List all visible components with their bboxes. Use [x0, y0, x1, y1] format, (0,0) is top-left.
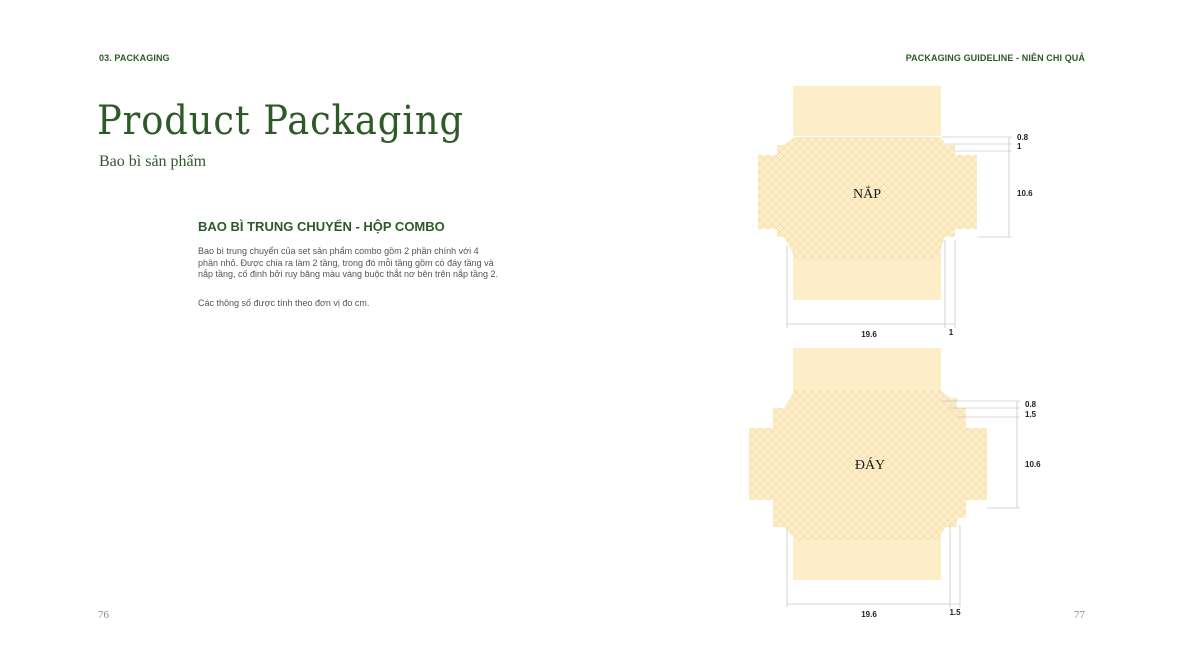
base-gap-dim: 1.5 [1025, 410, 1037, 419]
page-number-left: 76 [98, 609, 109, 621]
base-dieline [749, 348, 1041, 619]
lid-dieline [758, 86, 1033, 339]
base-label: ĐÁY [854, 458, 886, 473]
lid-label: NẮP [852, 187, 882, 202]
base-top-flap-dim: 0.8 [1025, 400, 1037, 409]
base-width-dim: 19.6 [861, 610, 877, 619]
page-title: Product Packaging [97, 98, 464, 144]
lid-top-flap-dim: 0.8 [1017, 133, 1029, 142]
base-height-dim: 10.6 [1025, 460, 1041, 469]
units-note: Các thông số được tính theo đơn vị đo cm. [198, 298, 370, 308]
lid-gap-dim: 1 [1017, 142, 1022, 151]
section-header: 03. PACKAGING [99, 53, 170, 63]
description-paragraph: Bao bì trung chuyển của set sản phẩm combo gồm 2 phần chính với 4 phần nhỏ. Được chia ra làm 2 tầng, trong đó mỗi tầng gồm có đáy tầng và nắp tầng, cố định bởi ruy băng màu vàng buộc thắt nơ bên trên nắp tầng 2. [198, 246, 499, 279]
lid-height-dim: 10.6 [1017, 189, 1033, 198]
guideline-header: PACKAGING GUIDELINE - NIÊN CHI QUẢ [905, 53, 1085, 63]
lid-width-dim: 19.6 [861, 330, 877, 339]
section-heading: BAO BÌ TRUNG CHUYỂN - HỘP COMBO [198, 219, 445, 234]
lid-top-flap [793, 86, 941, 136]
page-number-right: 77 [1074, 609, 1085, 621]
page-subtitle: Bao bì sản phẩm [99, 153, 207, 170]
base-side-gap-dim: 1.5 [949, 608, 961, 617]
lid-side-gap-dim: 1 [948, 328, 954, 337]
